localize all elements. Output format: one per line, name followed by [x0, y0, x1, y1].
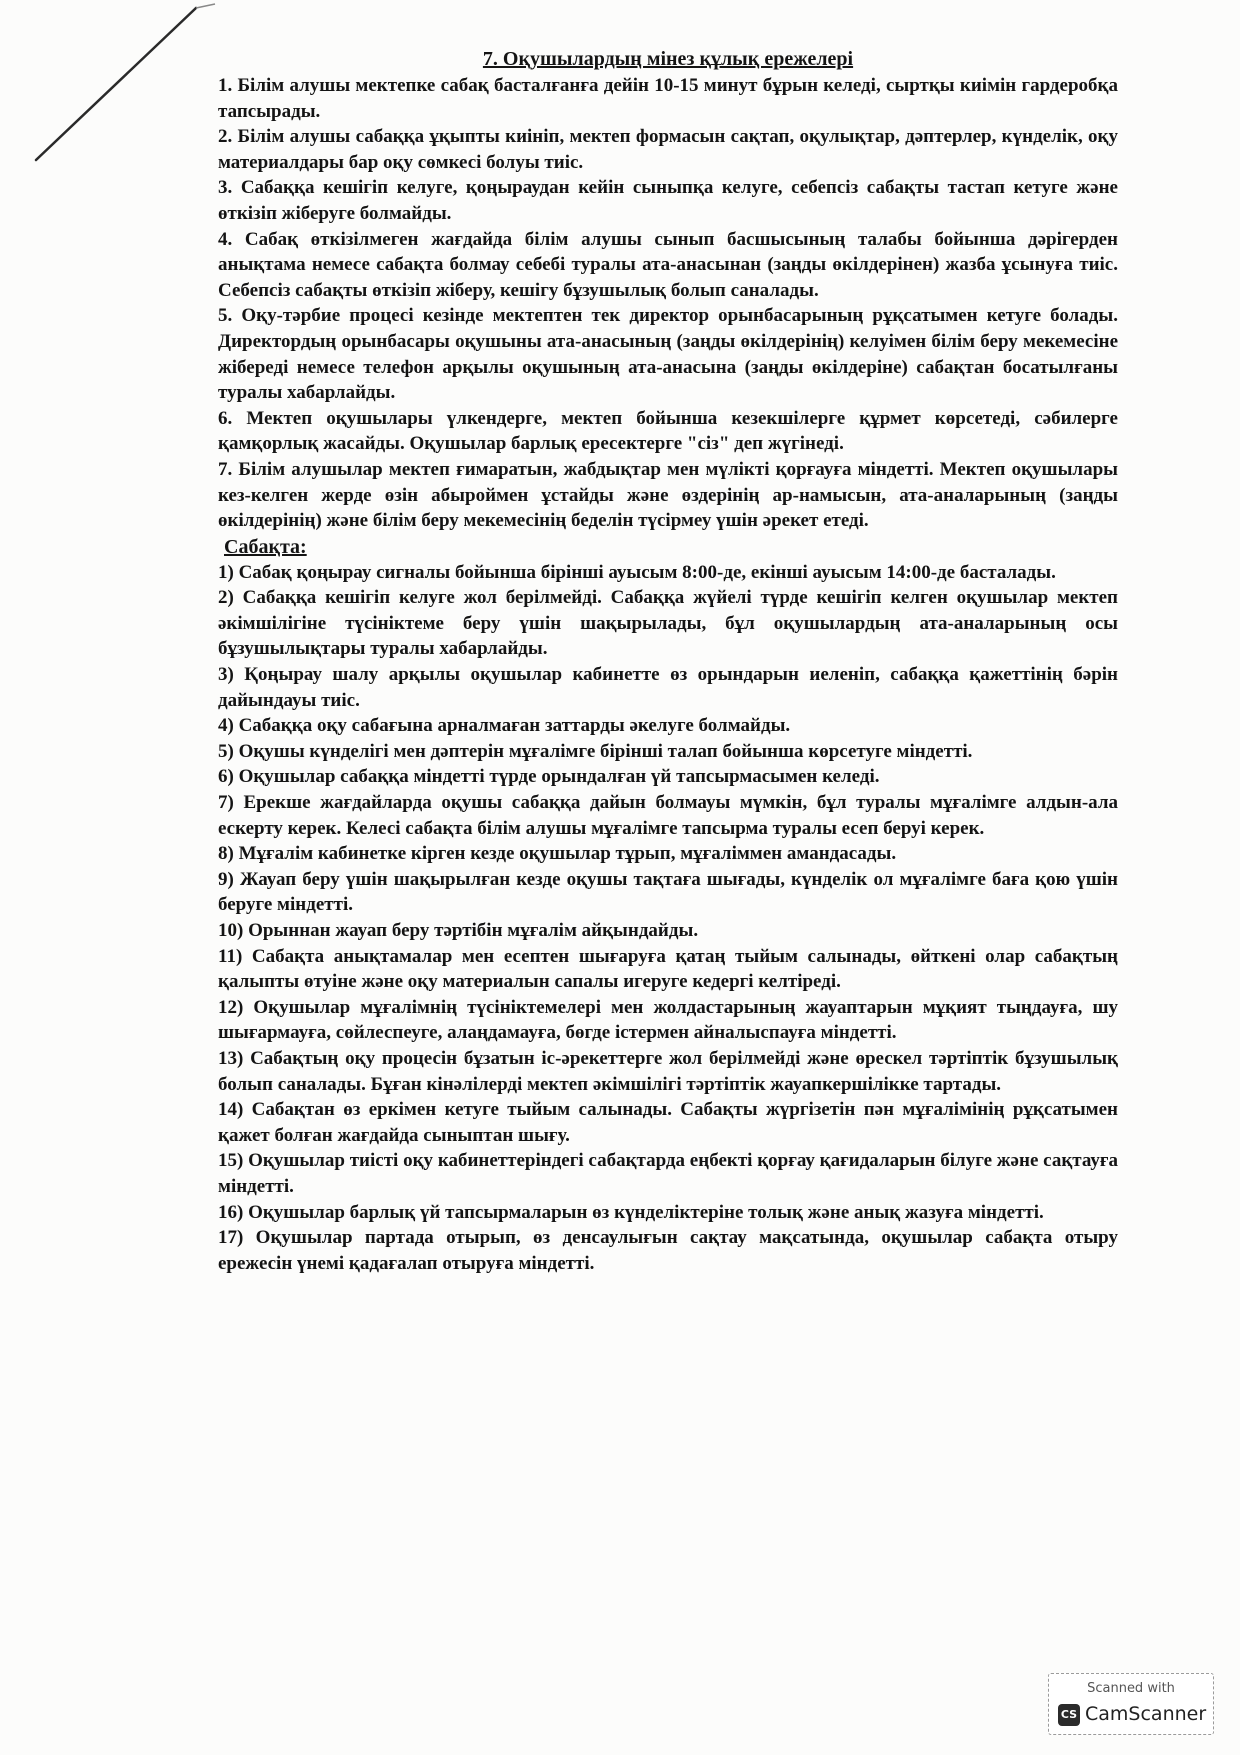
lesson-rule-paragraph: 11) Сабақта анықтамалар мен есептен шығаруға қатаң тыйым салынады, өйткені олар сабақтың қалыпты өтуіне және оқу материалын сапалы игеруге кедергі келтіреді. — [218, 945, 1118, 993]
lesson-rule-paragraph: 1) Сабақ қоңырау сигналы бойынша бірінші ауысым 8:00-де, екінші ауысым 14:00-де басталады. — [218, 561, 1056, 583]
rule-paragraph: 2. Білім алушы сабаққа ұқыпты киініп, мектеп формасын сақтап, оқулықтар, дәптерлер, күнделік, оқу материалдары бар оқу сөмкесі болуы тиіс. — [218, 126, 1118, 173]
lesson-rule-paragraph: 6) Оқушылар сабаққа міндетті түрде орындалған үй тапсырмасымен келеді. — [218, 766, 880, 788]
lesson-rule-paragraph: 14) Сабақтан өз еркімен кетуге тыйым салынады. Сабақты жүргізетін пән мұғалімінің рұқсатымен қажет болған жағдайда сыныптан шығу. — [218, 1099, 1118, 1146]
camscanner-logo-icon: CS — [1058, 1704, 1080, 1726]
rule-paragraph: 4. Сабақ өткізілмеген жағдайда білім алушы сынып басшысының талабы бойынша дәрігерден анықтама немесе сабақта болмау себебі туралы ата-анасынан (заңды өкілдерінен) жазба ұсынуға тиіс. Себепсіз сабақты өткізіп жіберу, кешігу бұзушылық болып саналады. — [218, 228, 1118, 301]
lesson-rule-paragraph: 15) Оқушылар тиісті оқу кабинеттеріндегі сабақтарда еңбекті қорғау қағидаларын білуге және сақтауға міндетті. — [218, 1150, 1118, 1197]
lesson-rule-paragraph: 9) Жауап беру үшін шақырылған кезде оқушы тақтаға шығады, күнделік ол мұғалімге баға қою үшін беруге міндетті. — [218, 868, 1118, 916]
lesson-rule-paragraph: 17) Оқушылар партада отырып, өз денсаулығын сақтау мақсатында, оқушылар сабақта отыру ережесін үнемі қадағалап отыруға міндетті. — [218, 1227, 1118, 1274]
lesson-rule-paragraph: 13) Сабақтың оқу процесін бұзатын іс-әрекеттерге жол берілмейді және өрескел тәртіптік бұзушылық болып саналады. Бұған кінәлілерді мектеп әкімшілігі тәртіптік жауапкершілікке тартады. — [218, 1047, 1118, 1095]
document-body — [218, 46, 1118, 1276]
lesson-rule-paragraph: 7) Ерекше жағдайларда оқушы сабаққа дайын болмауы мүмкін, бұл туралы мұғалімге алдын-ала ескерту керек. Келесі сабақта білім алушы мұғалімге тапсырма туралы есеп беруі керек. — [218, 792, 1118, 839]
section-title: 7. Оқушылардың мінез құлық ережелері — [482, 48, 854, 70]
lesson-rule-paragraph: 16) Оқушылар барлық үй тапсырмаларын өз күнделіктеріне толық және анық жазуға міндетті. — [218, 1201, 1044, 1223]
lesson-rule-paragraph: 4) Сабаққа оқу сабағына арналмаған заттарды әкелуге болмайды. — [218, 715, 791, 737]
page-corner-shadow — [0, 0, 220, 200]
lesson-heading: Сабақта: — [224, 535, 307, 558]
rule-paragraph: 5. Оқу-тәрбие процесі кезінде мектептен тек директор орынбасарының рұқсатымен кетуге болады. Директордың орынбасары оқушыны ата-анасының (заңды өкілдерінің) келуімен білім беру мекемесіне жібереді немесе телефон арқылы оқушының ата-анасына (заңды өкілдеріне) сабақтан босатылғаны туралы хабарлайды. — [218, 305, 1118, 404]
rule-paragraph: 3. Сабаққа кешігіп келуге, қоңыраудан кейін сыныпқа келуге, себепсіз сабақты тастап кетуге және өткізіп жіберуге болмайды. — [218, 177, 1118, 224]
rule-paragraph: 6. Мектеп оқушылары үлкендерге, мектеп бойынша кезекшілерге құрмет көрсетеді, сәбилерге қамқорлық жасайды. Оқушылар барлық ересектерге "сіз" деп жүгінеді. — [218, 407, 1118, 455]
lesson-rule-paragraph: 2) Сабаққа кешігіп келуге жол берілмейді. Сабаққа жүйелі түрде кешігіп келген оқушылар мектеп әкімшілігіне түсініктеме беру үшін шақырылады, бұл оқушылардың ата-аналарының осы бұзушылықтары туралы хабарлайды. — [218, 587, 1118, 660]
watermark-caption: Scanned with — [1087, 1681, 1175, 1696]
rule-paragraph: 7. Білім алушылар мектеп ғимаратын, жабдықтар мен мүлікті қорғауға міндетті. Мектеп оқушылары кез-келген жерде өзін абыроймен ұстайды және өздерінің ар-намысын, ата-аналарының (заңды өкілдерінің) және білім беру мекемесінің беделін түсірмеу үшін әрекет етеді. — [218, 458, 1118, 532]
watermark-brand: CamScanner — [1085, 1703, 1207, 1725]
lesson-rule-paragraph: 5) Оқушы күнделігі мен дәптерін мұғалімге бірінші талап бойынша көрсетуге міндетті. — [218, 740, 973, 762]
lesson-rule-paragraph: 3) Қоңырау шалу арқылы оқушылар кабинетте өз орындарын иеленіп, сабаққа қажеттінің бәрін дайындауы тиіс. — [218, 664, 1118, 711]
lesson-rule-paragraph: 12) Оқушылар мұғалімнің түсініктемелері мен жолдастарының жауаптарын мұқият тыңдауға, шу шығармауға, сөйлеспеуге, алаңдамауға, бөгде істермен айналыспауға міндетті. — [218, 996, 1118, 1044]
lesson-rule-paragraph: 8) Мұғалім кабинетке кірген кезде оқушылар тұрып, мұғаліммен амандасады. — [218, 843, 897, 865]
rule-paragraph: 1. Білім алушы мектепке сабақ басталғанға дейін 10-15 минут бұрын келеді, сыртқы киімін гардеробқа тапсырады. — [218, 75, 1118, 122]
lesson-rule-paragraph: 10) Орыннан жауап беру тәртібін мұғалім айқындайды. — [218, 920, 699, 941]
camscanner-watermark — [1048, 1673, 1214, 1735]
